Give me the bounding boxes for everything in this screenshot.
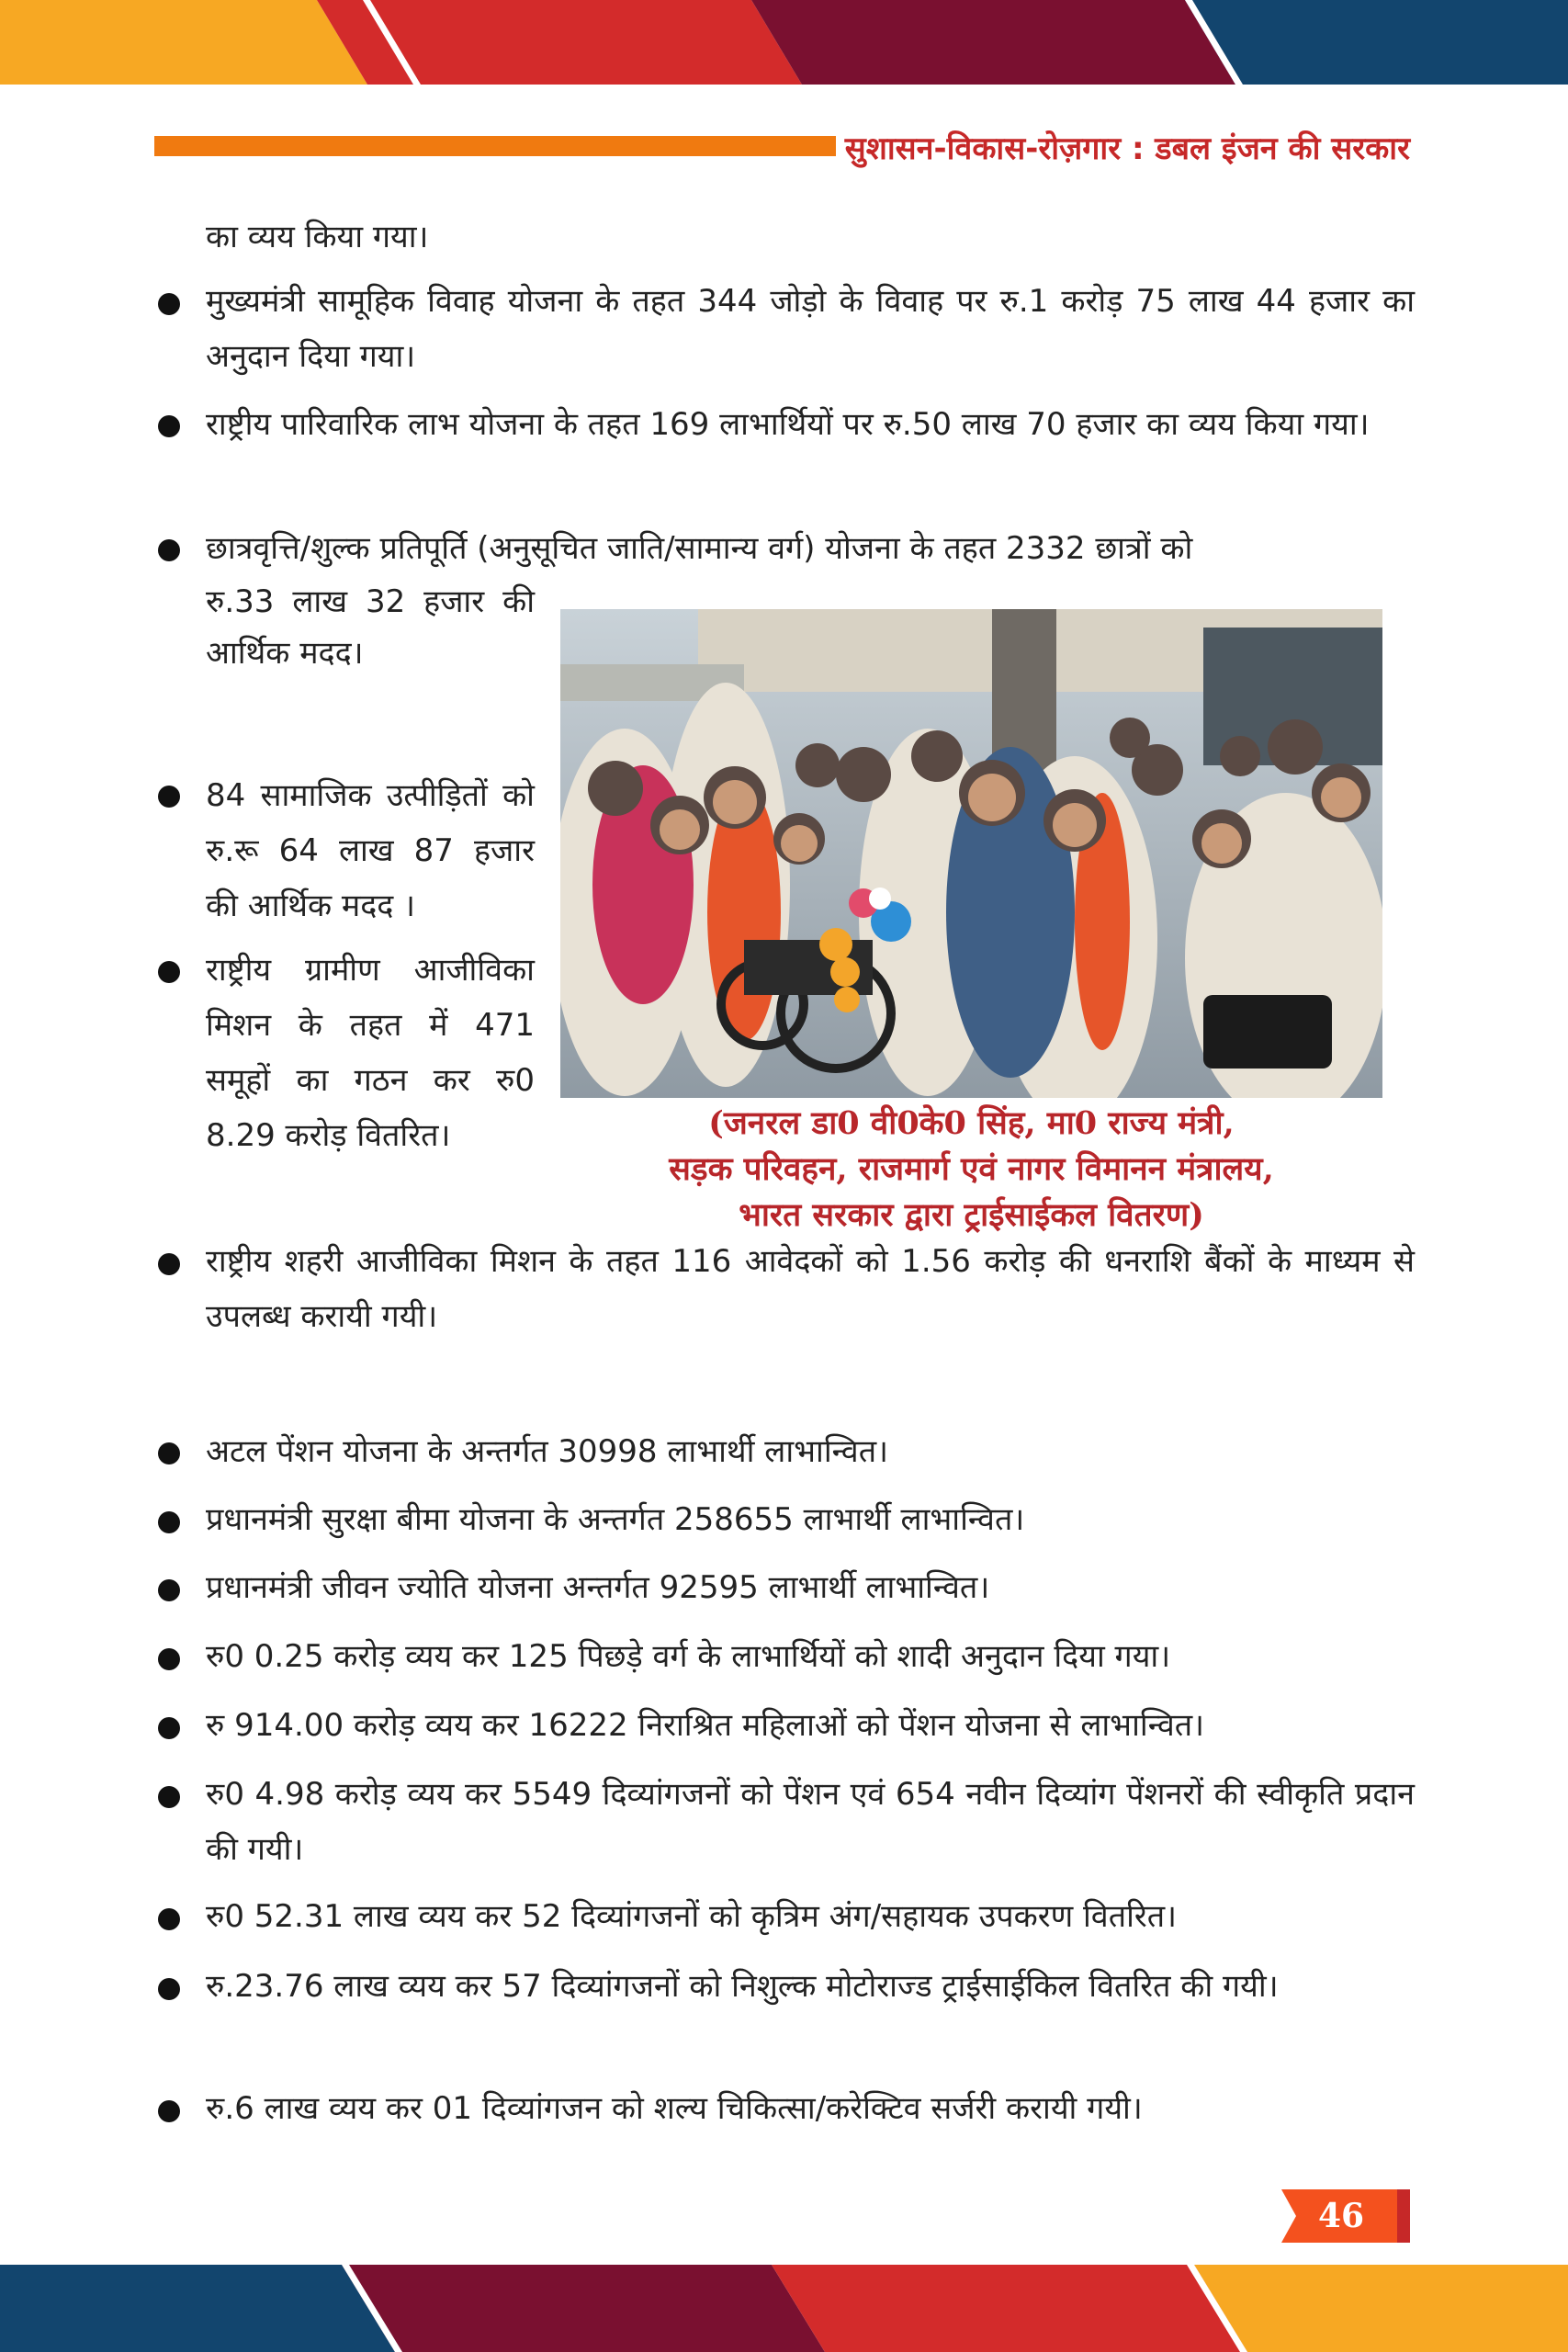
bullet-dot — [158, 1511, 180, 1533]
bullet-dot — [158, 1648, 180, 1670]
header-rule — [154, 136, 836, 156]
list-item: अटल पेंशन योजना के अन्तर्गत 30998 लाभार्थी लाभान्वित। — [206, 1433, 888, 1470]
list-item: छात्रवृत्ति/शुल्क प्रतिपूर्ति (अनुसूचित जाति/सामान्य वर्ग) योजना के तहत 2332 छात्रों को — [206, 530, 1193, 567]
list-item: रु.23.76 लाख व्यय कर 57 दिव्यांगजनों को निशुल्क मोटोराज्ड ट्राईसाईकिल वितरित की गयी। — [206, 1968, 1279, 2005]
list-item: रु 914.00 करोड़ व्यय कर 16222 निराश्रित महिलाओं को पेंशन योजना से लाभान्वित। — [206, 1707, 1205, 1744]
bullet-dot — [158, 2100, 180, 2122]
list-item: रु.6 लाख व्यय कर 01 दिव्यांगजन को शल्य चिकित्सा/करेक्टिव सर्जरी करायी गयी। — [206, 2090, 1143, 2127]
bullet-dot — [158, 1442, 180, 1464]
top-band-graphic — [0, 0, 1568, 85]
bullet-dot — [158, 1978, 180, 2000]
list-item: मुख्यमंत्री सामूहिक विवाह योजना के तहत 344 जोड़ो के विवाह पर रु.1 करोड़ 75 लाख 44 हजार का अनुदान दिया गया। — [206, 283, 1415, 375]
list-item: राष्ट्रीय शहरी आजीविका मिशन के तहत 116 आवेदकों को 1.56 करोड़ की धनराशि बैंकों के माध्यम से उपलब्ध करायी गयी। — [206, 1243, 1415, 1335]
list-item: प्रधानमंत्री सुरक्षा बीमा योजना के अन्तर्गत 258655 लाभार्थी लाभान्वित। — [206, 1501, 1025, 1538]
page-header-title: सुशासन-विकास-रोज़गार : डबल इंजन की सरकार — [844, 130, 1410, 167]
list-item-continuation: रु.33 लाख 32 हजार की आर्थिक मदद। — [206, 583, 535, 672]
continuation-text: का व्यय किया गया। — [206, 219, 429, 255]
bullet-dot — [158, 961, 180, 983]
list-item: रु0 52.31 लाख व्यय कर 52 दिव्यांगजनों को कृत्रिम अंग/सहायक उपकरण वितरित। — [206, 1898, 1178, 1935]
top-decorative-band — [0, 0, 1568, 85]
caption-line-3: भारत सरकार द्वारा ट्राईसाईकल वितरण) — [739, 1196, 1204, 1234]
caption-line-2: सड़क परिवहन, राजमार्ग एवं नागर विमानन मंत्रालय, — [669, 1150, 1274, 1188]
photo-illustration — [560, 609, 1382, 1098]
bullet-dot — [158, 786, 180, 808]
list-item: रु0 0.25 करोड़ व्यय कर 125 पिछड़े वर्ग के लाभार्थियों को शादी अनुदान दिया गया। — [206, 1638, 1171, 1675]
bullet-dot — [158, 415, 180, 437]
bullet-dot — [158, 1717, 180, 1739]
bottom-decorative-band — [0, 2265, 1568, 2352]
bottom-band-graphic — [0, 2265, 1568, 2352]
bullet-dot — [158, 293, 180, 315]
list-item: प्रधानमंत्री जीवन ज्योति योजना अन्तर्गत 92595 लाभार्थी लाभान्वित। — [206, 1569, 990, 1606]
bullet-dot — [158, 1786, 180, 1808]
bullet-dot — [158, 1253, 180, 1275]
list-item: रु0 4.98 करोड़ व्यय कर 5549 दिव्यांगजनों को पेंशन एवं 654 नवीन दिव्यांग पेंशनरों की स्वीकृति प्रदान की गयी। — [206, 1776, 1415, 1868]
photo-caption — [560, 1101, 1382, 1238]
event-photo — [560, 609, 1382, 1098]
bullet-dot — [158, 1908, 180, 1930]
list-item: राष्ट्रीय पारिवारिक लाभ योजना के तहत 169 लाभार्थियों पर रु.50 लाख 70 हजार का व्यय किया गया। — [206, 406, 1370, 443]
caption-line-1: (जनरल डा0 वी0के0 सिंह, मा0 राज्य मंत्री, — [708, 1104, 1235, 1142]
list-item: राष्ट्रीय ग्रामीण आजीविका मिशन के तहत में 471 समूहों का गठन कर रु0 8.29 करोड़ वितरित। — [206, 952, 535, 1154]
bullet-dot — [158, 539, 180, 561]
page-number: 46 — [1317, 2197, 1365, 2235]
list-item: 84 सामाजिक उत्पीड़ितों को रु.रू 64 लाख 87 हजार की आर्थिक मदद । — [206, 777, 535, 924]
bullet-dot — [158, 1579, 180, 1601]
